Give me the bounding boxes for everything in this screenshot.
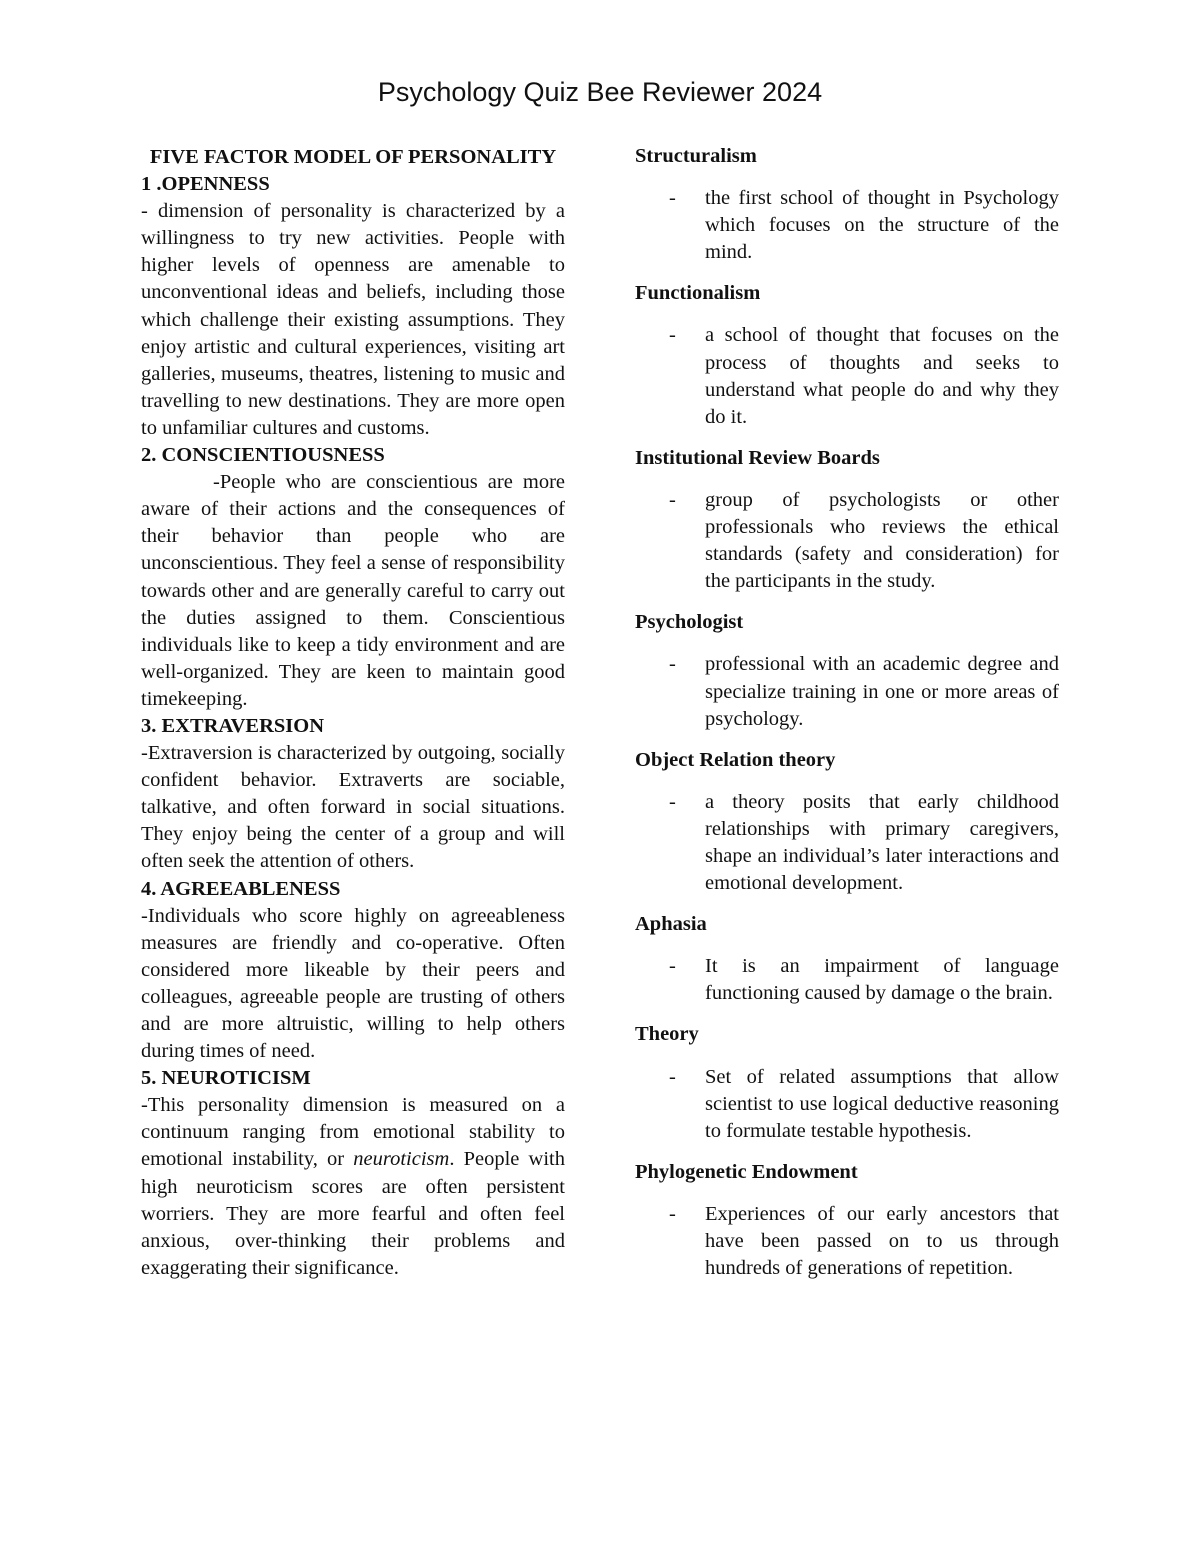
factor-description [141, 1092, 565, 1282]
term-object-relation-theory [635, 747, 1059, 897]
dash-bullet: - [669, 955, 676, 978]
factor-description: -Extraversion is characterized by outgoing, socially confident behavior. Extraverts are sociable, talkative, and often forward in social situations. They enjoy being the center of a group and will often seek the attention of others. [141, 742, 565, 873]
factor-title: 2. CONSCIENTIOUSNESS [141, 444, 385, 467]
term-definition-item [635, 651, 1059, 732]
factor-conscientiousness [141, 442, 565, 713]
term-psychologist [635, 609, 1059, 732]
term-functionalism [635, 280, 1059, 430]
term-definition-item [635, 185, 1059, 266]
term-title: Structuralism [635, 145, 757, 167]
term-aphasia [635, 911, 1059, 1007]
five-factor-heading: FIVE FACTOR MODEL OF PERSONALITY [149, 146, 557, 168]
term-title: Phylogenetic Endowment [635, 1160, 858, 1183]
term-title: Functionalism [635, 282, 761, 305]
term-definition-item [635, 953, 1059, 1007]
term-definition: group of psychologists or other professionals who reviews the ethical standards (safety and consideration) for the participants in the study. [705, 488, 1059, 593]
dash-bullet: - [669, 790, 676, 813]
term-definition: professional with an academic degree and specialize training in one or more areas of psychology. [705, 653, 1059, 730]
neuroticism-italic: neuroticism [353, 1148, 450, 1171]
factor-extraversion [141, 713, 565, 876]
dash-bullet: - [669, 488, 676, 511]
term-definition-item [635, 487, 1059, 595]
term-definition: Experiences of our early ancestors that have been passed on to us through hundreds of generations of repetition. [705, 1202, 1059, 1280]
term-institutional-review-boards [635, 445, 1059, 595]
dash-bullet: - [669, 324, 676, 347]
dash-bullet: - [669, 187, 676, 210]
factor-description-start: -This personality dimension is measured on a continuum ranging from emotional stability to emotional instability, or [141, 1094, 565, 1171]
term-definition-item [635, 789, 1059, 897]
term-title: Psychologist [635, 611, 744, 634]
factor-agreeableness [141, 876, 565, 1066]
factor-openness [141, 171, 565, 442]
term-structuralism [635, 143, 1059, 266]
term-definition: It is an impairment of language functioning caused by damage o the brain. [705, 955, 1059, 1005]
term-definition: a school of thought that focuses on the process of thoughts and seeks to understand what people do and why they do it. [705, 324, 1059, 428]
factor-description: - dimension of personality is characterized by a willingness to try new activities. People with higher levels of openness are amenable to unconventional ideas and beliefs, including those which challenge their existing assumptions. They enjoy artistic and cultural experiences, visiting art galleries, museums, theatres, listening to music and travelling to new destinations. They are more open to unfamiliar cultures and customs. [141, 200, 565, 439]
factor-neuroticism [141, 1065, 565, 1282]
factor-description: -People who are conscientious are more aware of their actions and the consequences of their behavior than people who are unconscientious. They feel a sense of responsibility towards other and are generally careful to carry out the duties assigned to them. Conscientious individuals like to keep a tidy environment and are well-organized. They are keen to maintain good timekeeping. [141, 471, 565, 710]
term-definition-item [635, 322, 1059, 430]
term-title: Institutional Review Boards [635, 446, 880, 469]
factor-description: -Individuals who score highly on agreeableness measures are friendly and co-operative. Often considered more likeable by their peers and colleagues, agreeable people are trusting of others and are more altruistic, willing to help others during times of need. [141, 904, 565, 1063]
term-theory [635, 1021, 1059, 1144]
term-title: Aphasia [635, 913, 707, 936]
dash-bullet: - [669, 1065, 676, 1088]
factor-description-end: . People with high neuroticism scores are often persistent worriers. They are more fearful and often feel anxious, over-thinking their problems and exaggerating their significance. [141, 1148, 565, 1279]
dash-bullet: - [669, 1202, 676, 1225]
term-phylogenetic-endowment [635, 1159, 1059, 1282]
term-definition: a theory posits that early childhood relationships with primary caregivers, shape an individual’s later interactions and emotional development. [705, 790, 1059, 895]
right-column [635, 143, 1059, 1296]
document-title: Psychology Quiz Bee Reviewer 2024 [377, 77, 823, 107]
term-definition: Set of related assumptions that allow scientist to use logical deductive reasoning to formulate testable hypothesis. [705, 1065, 1059, 1142]
term-definition-item [635, 1201, 1059, 1282]
factor-title: 4. AGREEABLENESS [141, 877, 341, 900]
left-column [141, 144, 565, 1282]
term-title: Object Relation theory [635, 748, 836, 771]
dash-bullet: - [669, 653, 676, 676]
term-title: Theory [635, 1023, 699, 1046]
factor-title: 1 .OPENNESS [141, 173, 270, 196]
factor-title: 3. EXTRAVERSION [141, 714, 325, 737]
factor-description-wrapper [141, 469, 565, 713]
term-definition: the first school of thought in Psychology which focuses on the structure of the mind. [705, 187, 1059, 264]
factor-title: 5. NEUROTICISM [141, 1067, 311, 1090]
term-definition-item [635, 1064, 1059, 1145]
